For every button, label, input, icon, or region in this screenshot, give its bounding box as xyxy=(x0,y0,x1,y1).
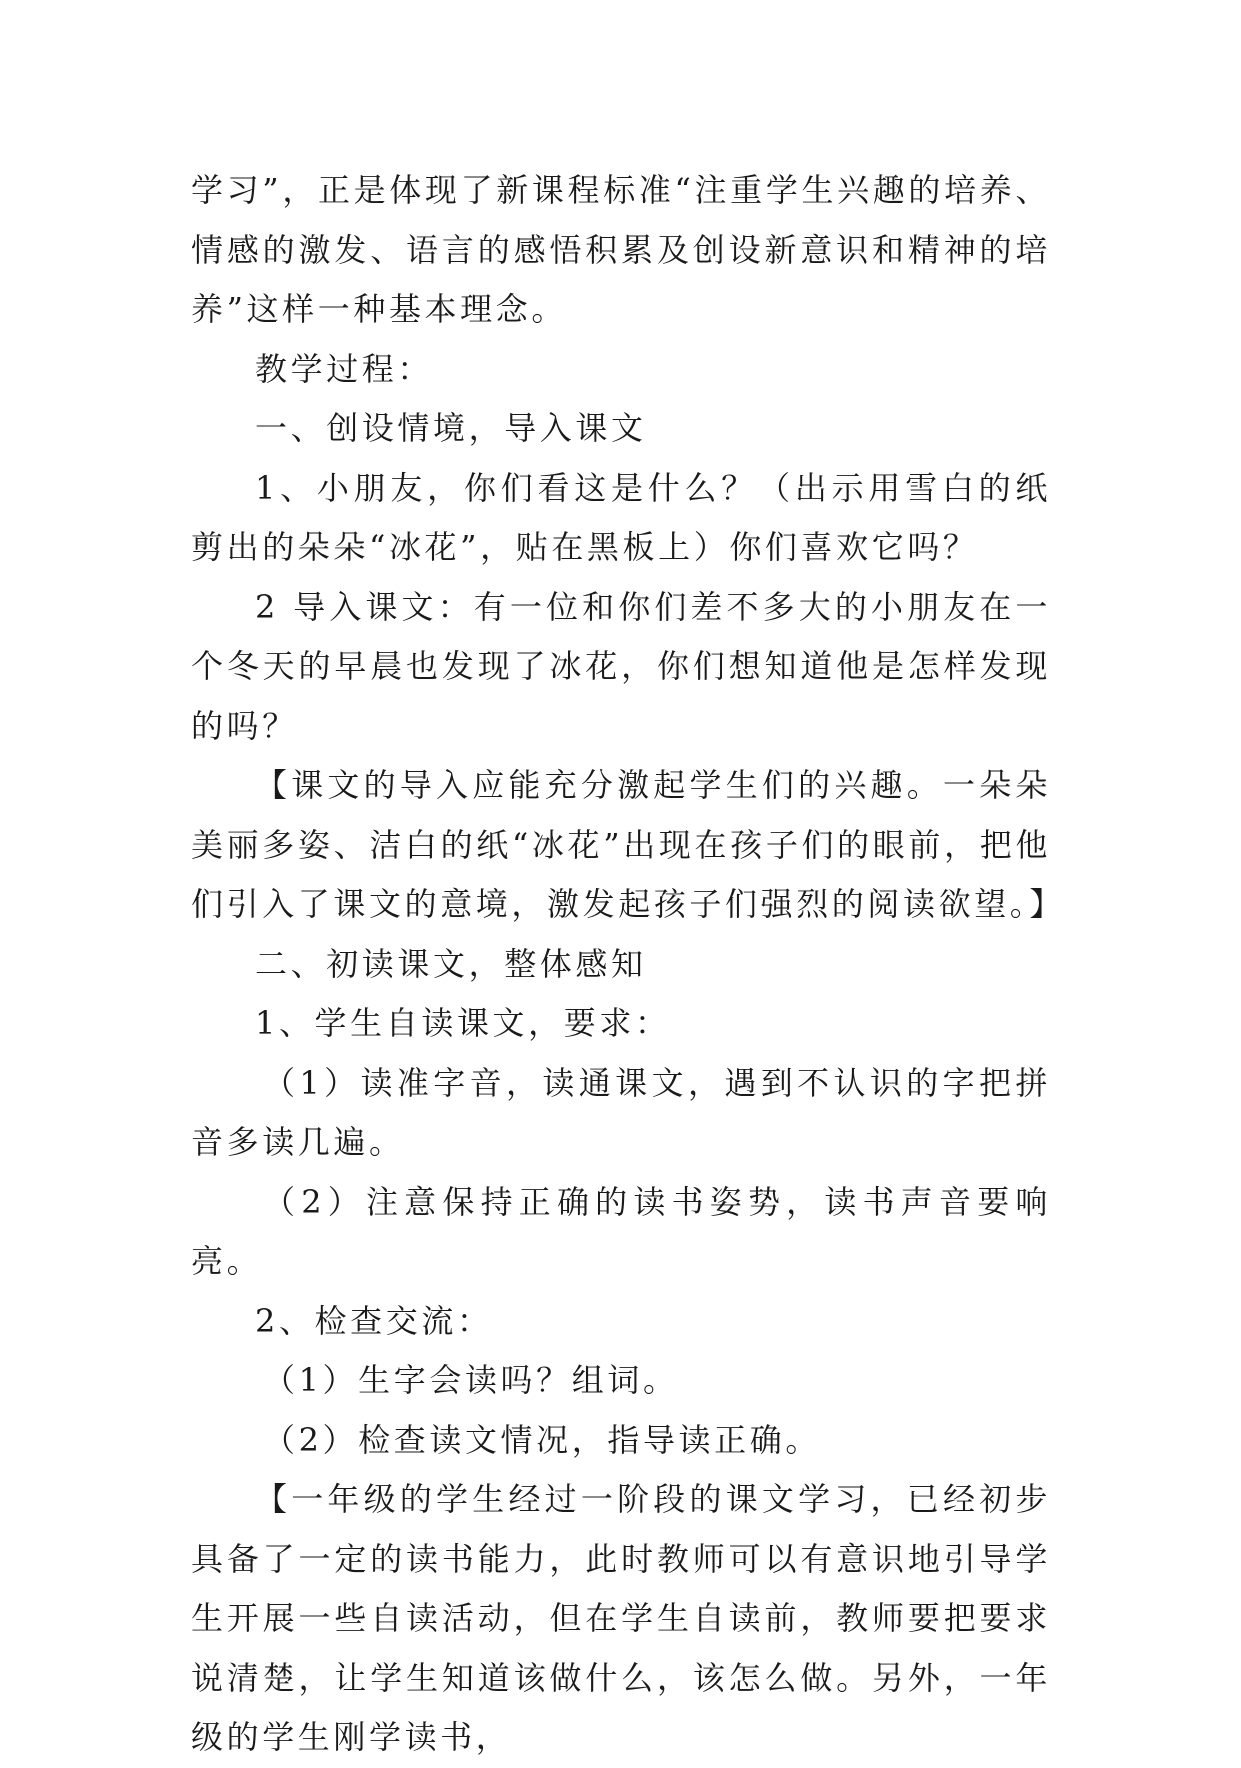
paragraph-self-reading: 1、学生自读课文，要求： xyxy=(255,1004,671,1042)
paragraph-requirement-1: （1）读准字音，读通课文，遇到不认识的字把拼音多读几遍。 xyxy=(191,1063,1051,1161)
paragraph-commentary-1: 【课文的导入应能充分激起学生们的兴趣。一朵朵美丽多姿、洁白的纸“冰花”出现在孩子们的眼前，把他们引入了课文的意境，激发起孩子们强烈的阅读欲望。】 xyxy=(191,766,1066,923)
paragraph-check-1: （1）生字会读吗？组词。 xyxy=(263,1361,679,1399)
paragraph-teaching-process-heading: 教学过程： xyxy=(255,349,434,388)
paragraph-step-1: 1、小朋友，你们看这是什么？（出示用雪白的纸剪出的朵朵“冰花”，贴在黑板上）你们喜欢它吗？ xyxy=(191,468,1051,566)
document-body xyxy=(191,161,1066,1768)
paragraph-requirement-2: （2）注意保持正确的读书姿势，读书声音要响亮。 xyxy=(191,1182,1051,1280)
paragraph-step-2: 2 导入课文：有一位和你们差不多大的小朋友在一个冬天的早晨也发现了冰花，你们想知道他是怎样发现的吗？ xyxy=(191,587,1051,745)
paragraph-check-2: （2）检查读文情况，指导读正确。 xyxy=(263,1420,821,1459)
paragraph-section-one-heading: 一、创设情境，导入课文 xyxy=(255,409,647,447)
paragraph-intro-continuation: 学习”，正是体现了新课程标准“注重学生兴趣的培养、情感的激发、语言的感悟积累及创设新意识和精神的培养”这样一种基本理念。 xyxy=(191,171,1051,328)
paragraph-check-exchange: 2、检查交流： xyxy=(255,1301,493,1340)
paragraph-section-two-heading: 二、初读课文，整体感知 xyxy=(255,944,647,983)
paragraph-commentary-2: 【一年级的学生经过一阶段的课文学习，已经初步具备了一定的读书能力，此时教师可以有意识地引导学生开展一些自读活动，但在学生自读前，教师要把要求说清楚，让学生知道该做什么，该怎么做。另外，一年级的学生刚学读书， xyxy=(191,1480,1051,1756)
